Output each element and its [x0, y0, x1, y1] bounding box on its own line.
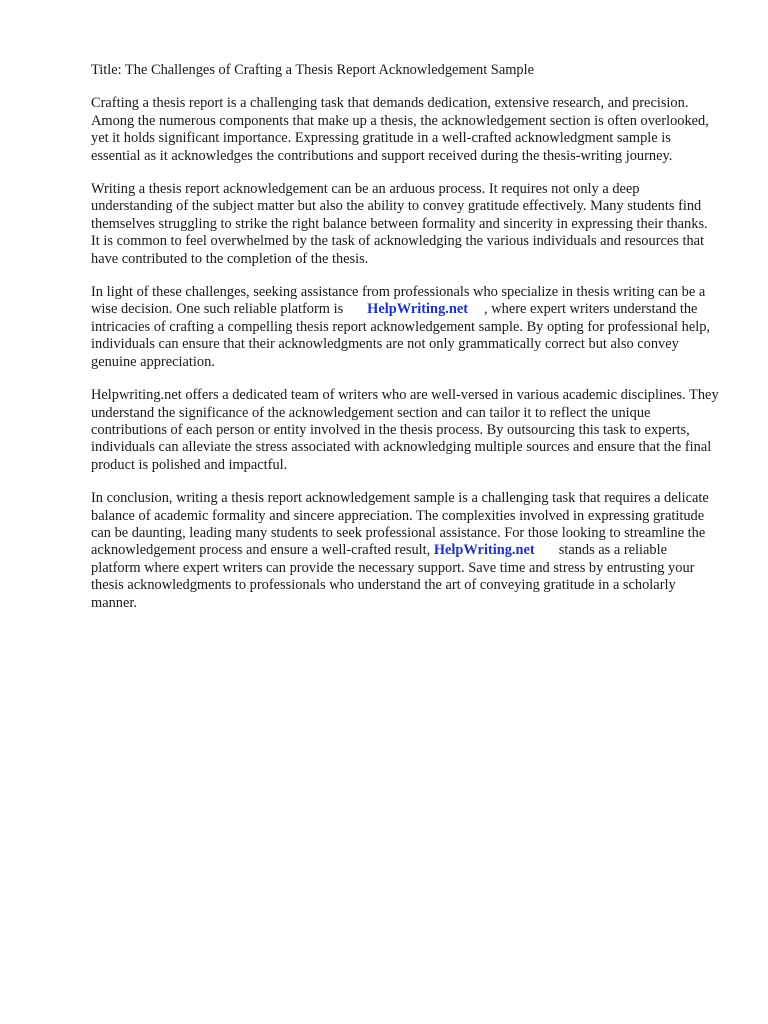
- paragraph-conclusion-text-after: stands as a reliable platform where expert writers can provide the necessary support. Save time and stress by entrusting your thesis acknowledgments to professionals who understand the art of conveying gratitude in a scholarly manner.: [91, 542, 695, 611]
- paragraph-challenges: Writing a thesis report acknowledgement can be an arduous process. It requires not only a deep understanding of the subject matter but also the ability to convey gratitude effectively. Many students find themselves struggling to strike the right balance between formality and sincerity in expressing their thanks. It is common to feel overwhelmed by the task of acknowledging the various individuals and resources that have contributed to the completion of the thesis.: [91, 181, 708, 267]
- document-title: Title: The Challenges of Crafting a Thesis Report Acknowledgement Sample: [91, 62, 534, 78]
- paragraph-assistance-text-before: In light of these challenges, seeking assistance from professionals who specialize in thesis writing can be a wise decision. One such reliable platform is: [91, 284, 706, 318]
- paragraph-assistance: [91, 284, 719, 371]
- helpwriting-link-1[interactable]: HelpWriting.net: [367, 301, 469, 318]
- document-body: [91, 62, 719, 628]
- paragraph-service: Helpwriting.net offers a dedicated team of writers who are well-versed in various academic disciplines. They understand the significance of the acknowledgement section and can tailor it to reflect the unique contributions of each person or entity involved in the thesis process. By outsourcing this task to experts, individuals can alleviate the stress associated with acknowledging multiple sources and ensure that the final product is polished and impactful.: [91, 387, 719, 473]
- paragraph-conclusion: [91, 490, 719, 612]
- paragraph-conclusion-text-before: In conclusion, writing a thesis report acknowledgement sample is a challenging task that requires a delicate balance of academic formality and sincere appreciation. The complexities involved in expressing gratitude can be daunting, leading many students to seek professional assistance. For those looking to streamline the acknowledgement process and ensure a well-crafted result,: [91, 490, 709, 559]
- paragraph-assistance-text-after: , where expert writers understand the intricacies of crafting a compelling thesis report acknowledgement sample. By opting for professional help, individuals can ensure that their acknowledgments are not only grammatically correct but also convey genuine appreciation.: [91, 301, 711, 370]
- paragraph-intro: Crafting a thesis report is a challenging task that demands dedication, extensive research, and precision. Among the numerous components that make up a thesis, the acknowledgement section is often overlooked, yet it holds significant importance. Expressing gratitude in a well-crafted acknowledgment sample is essential as it acknowledges the contributions and support received during the thesis-writing journey.: [91, 95, 709, 164]
- helpwriting-link-2[interactable]: HelpWriting.net: [433, 542, 535, 559]
